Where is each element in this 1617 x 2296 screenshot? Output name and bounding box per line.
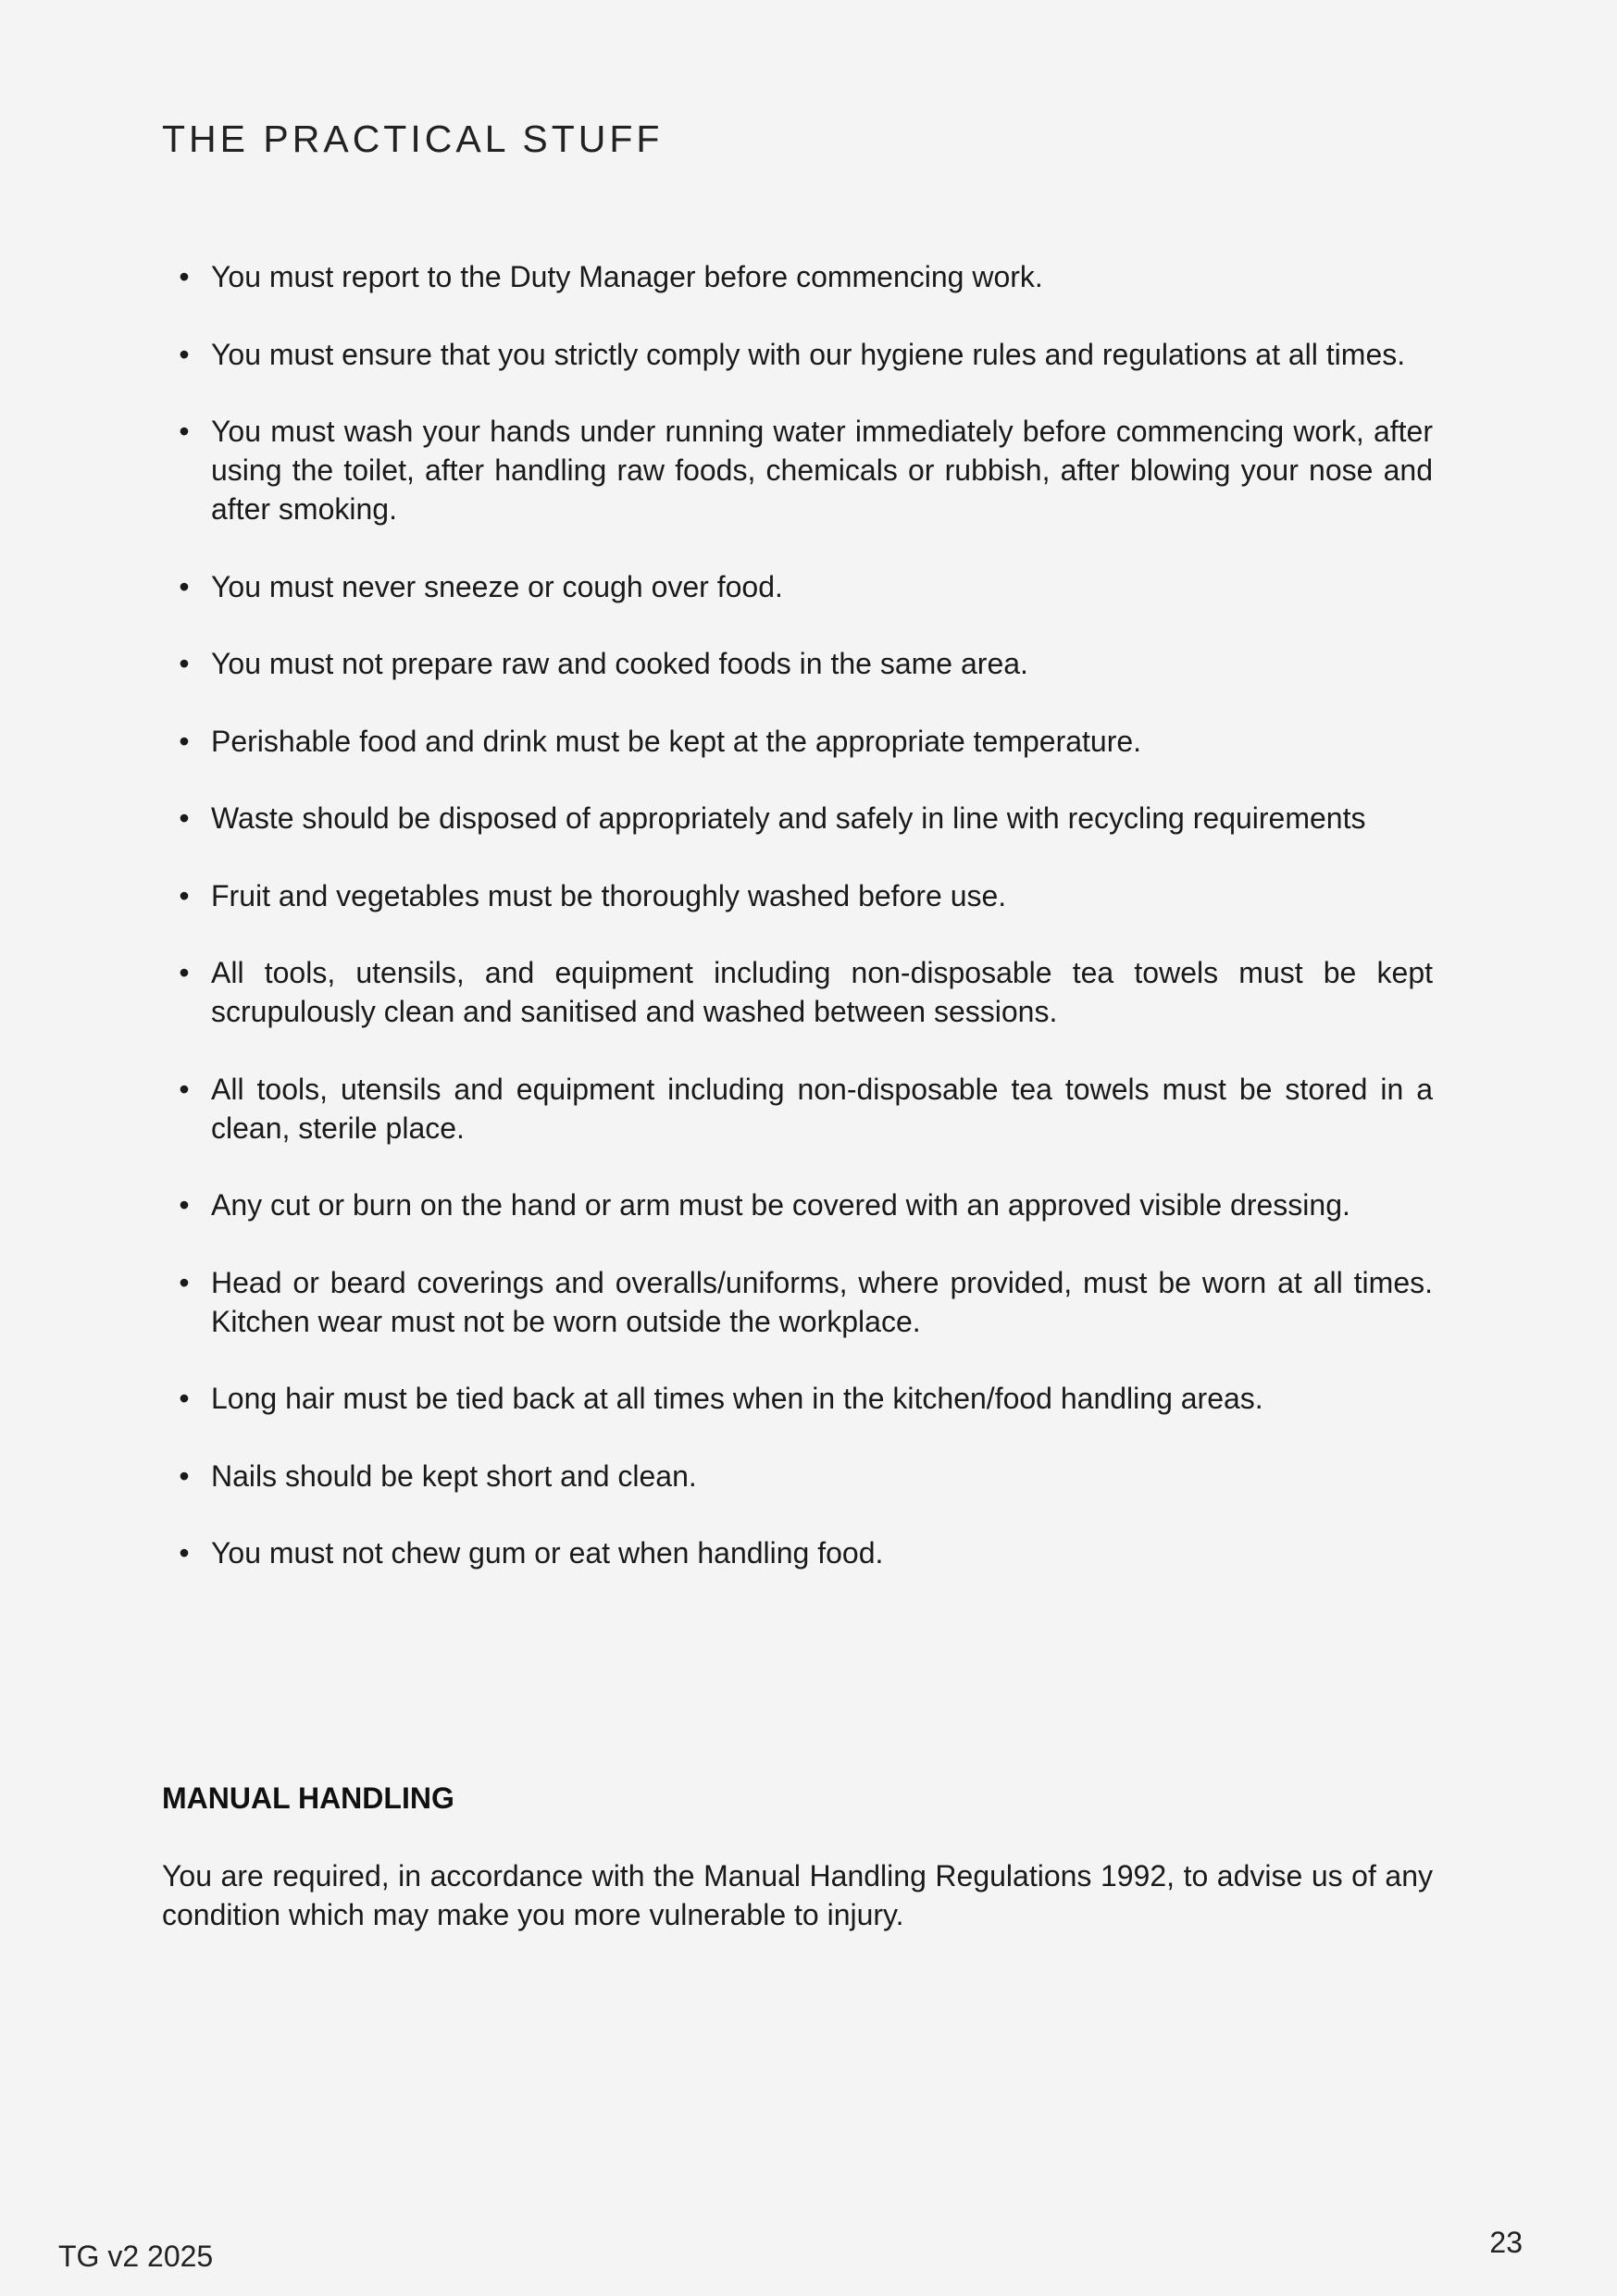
page-title: THE PRACTICAL STUFF [162, 118, 664, 160]
list-item [179, 876, 1433, 915]
list-item [179, 722, 1433, 761]
bullet-icon: • [179, 260, 190, 293]
rule-text: You must not chew gum or eat when handling food. [211, 1536, 884, 1570]
bullet-icon: • [179, 1382, 190, 1415]
manual-handling-body: You are required, in accordance with the Manual Handling Regulations 1992, to advise us of any condition which may make you more vulnerable to injury. [162, 1859, 1433, 1931]
list-item [179, 257, 1433, 296]
list-item [179, 1070, 1433, 1148]
rule-text: Any cut or burn on the hand or arm must be covered with an approved visible dressing. [211, 1188, 1350, 1222]
list-item [179, 953, 1433, 1031]
bullet-icon: • [179, 956, 190, 989]
footer-version: TG v2 2025 [58, 2240, 214, 2273]
list-item [179, 335, 1433, 374]
rule-text: You must report to the Duty Manager before commencing work. [211, 260, 1043, 293]
bullet-icon: • [179, 1458, 190, 1493]
list-item [179, 412, 1433, 528]
rule-text: Head or beard coverings and overalls/uniforms, where provided, must be worn at all times. Kitchen wear must not be worn outside the workplace. [211, 1265, 1433, 1338]
rule-text: You must wash your hands under running water immediately before commencing work, after using the toilet, after handling raw foods, chemicals or rubbish, after blowing your nose and after smoking. [211, 415, 1433, 526]
rule-text: Nails should be kept short and clean. [211, 1458, 697, 1493]
rule-text: You must ensure that you strictly comply with our hygiene rules and regulations at all times. [211, 337, 1406, 371]
list-item [179, 644, 1433, 683]
rule-text: Long hair must be tied back at all times when in the kitchen/food handling areas. [211, 1382, 1263, 1415]
manual-handling-heading: MANUAL HANDLING [162, 1781, 454, 1815]
rule-text: You must never sneeze or cough over food. [211, 569, 783, 603]
bullet-icon: • [179, 878, 190, 912]
bullet-icon: • [179, 801, 190, 835]
bullet-icon: • [179, 724, 190, 758]
rule-text: All tools, utensils and equipment including non-disposable tea towels must be stored in a clean, sterile place. [211, 1072, 1433, 1145]
list-item [179, 1533, 1433, 1572]
rule-text: All tools, utensils, and equipment including non-disposable tea towels must be kept scrupulously clean and sanitised and washed between sessions. [211, 956, 1433, 1028]
rule-text: Perishable food and drink must be kept at the appropriate temperature. [211, 724, 1142, 758]
list-item [179, 1379, 1433, 1418]
bullet-icon: • [179, 1536, 190, 1570]
list-item [179, 1457, 1433, 1496]
bullet-icon: • [179, 647, 190, 680]
rules-list [179, 257, 1433, 1611]
rule-text: Fruit and vegetables must be thoroughly washed before use. [211, 878, 1007, 912]
bullet-icon: • [179, 337, 190, 371]
list-item [179, 567, 1433, 606]
bullet-icon: • [179, 1265, 190, 1299]
page-number: 23 [1489, 2226, 1523, 2259]
rule-text: You must not prepare raw and cooked foods in the same area. [211, 647, 1028, 680]
rule-text: Waste should be disposed of appropriately and safely in line with recycling requirements [211, 801, 1366, 835]
bullet-icon: • [179, 1188, 190, 1222]
bullet-icon: • [179, 1072, 190, 1106]
bullet-icon: • [179, 569, 190, 603]
list-item [179, 1263, 1433, 1341]
list-item [179, 799, 1433, 838]
bullet-icon: • [179, 415, 190, 448]
list-item [179, 1185, 1433, 1224]
